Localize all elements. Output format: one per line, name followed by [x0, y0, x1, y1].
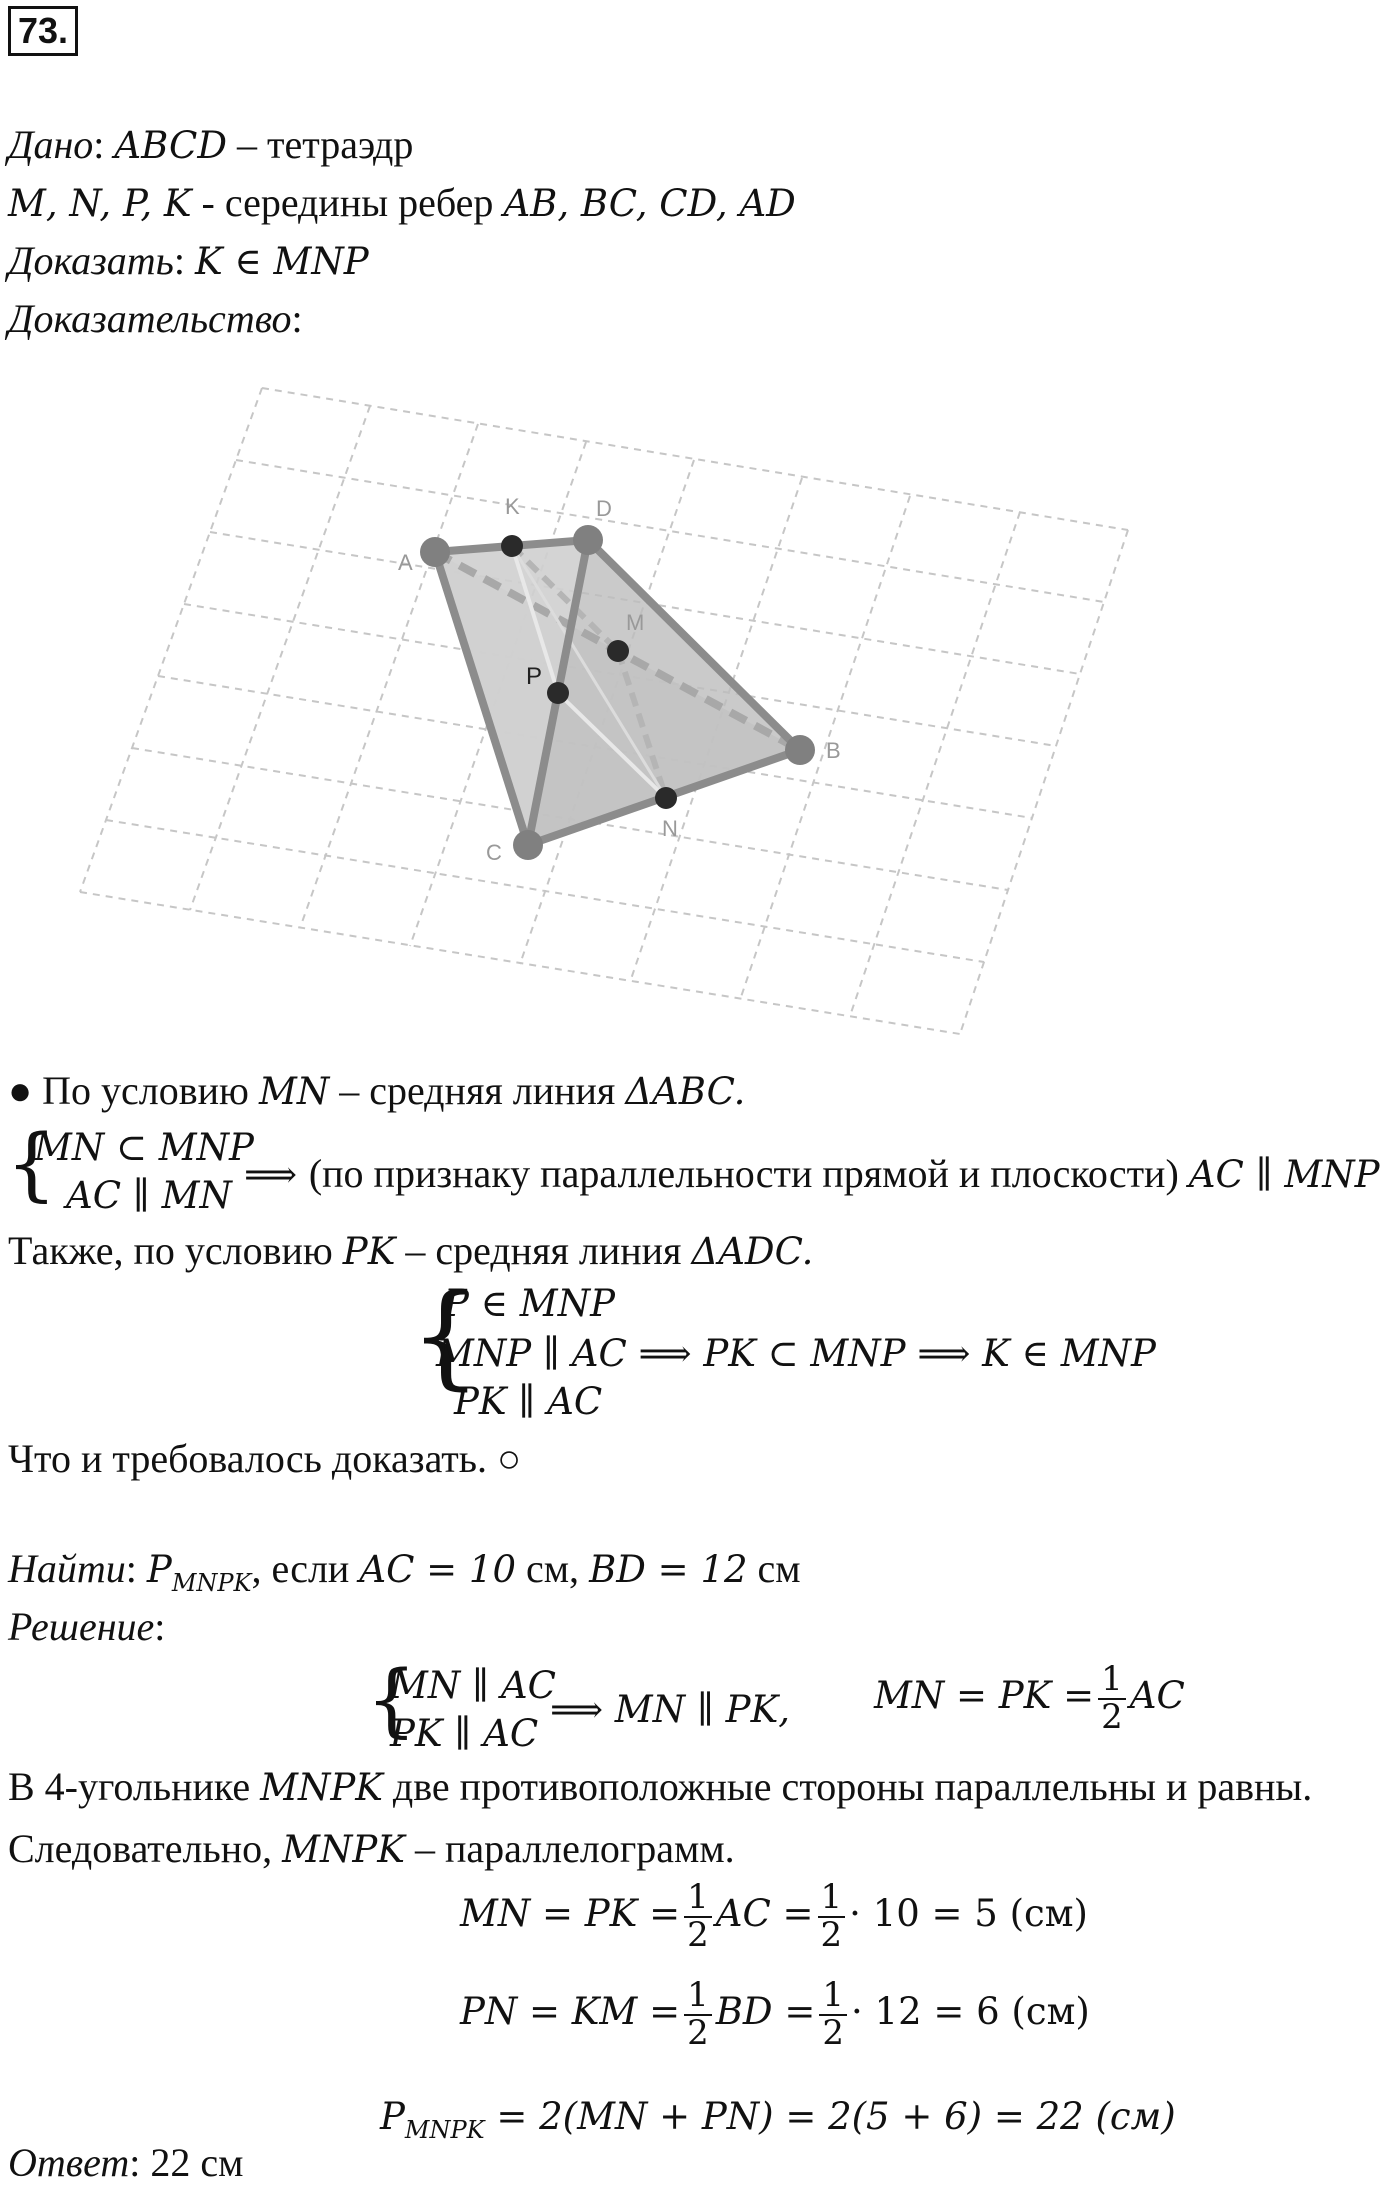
label-k: K: [505, 494, 520, 519]
vertex-a: [420, 537, 450, 567]
label-n: N: [662, 816, 678, 841]
sys1-line-2: AC ∥ MN: [66, 1174, 232, 1217]
eq1-right: AC: [1129, 1673, 1185, 1717]
proof-s1-text: ● По условию: [8, 1068, 259, 1113]
given-edges: AB, BC, CD, AD: [503, 182, 796, 225]
find-bd: BD = 12: [589, 1548, 748, 1591]
calc-line-3: $P_{MNPK} = 2(MN + PN) = 2(5 + 6) = 22$ (см): [380, 2095, 1176, 2144]
proof-step-1: [8, 1068, 745, 1114]
calc-line-1: MN = PK = $\frac{1}{2}$ AC = $\frac{1}{2}$ · 10 = 5 (см): [460, 1877, 1088, 1955]
sys1-text: (по признаку параллельности прямой и плоскости): [308, 1151, 1189, 1196]
given-midpoints-text: - середины ребер: [191, 180, 504, 225]
given-tetra-math: ABCD: [114, 124, 227, 167]
answer-label: Ответ: [8, 2140, 130, 2185]
solution-label: Решение: [8, 1604, 155, 1649]
answer-value: : 22 см: [129, 2140, 244, 2185]
answer-line: [8, 2140, 243, 2186]
find-line: Найти: $P_{MNPK}$, если AC = 10 см, BD = 12 см: [8, 1546, 801, 1597]
tetrahedron-figure: [0, 370, 1160, 1050]
given-tetra-text: – тетраэдр: [227, 122, 414, 167]
sys3-line-1: MN ∥ AC: [390, 1664, 556, 1707]
sys2-line-3: PK ∥ AC: [454, 1380, 603, 1423]
label-a: A: [398, 550, 413, 575]
point-k: [501, 535, 523, 557]
proof-s2-text2: – средняя линия: [395, 1228, 692, 1273]
vertex-d: [573, 525, 603, 555]
solution-text-1: В 4-угольнике MNPK две противоположные стороны параллельны и равны.: [8, 1764, 1313, 1809]
point-m: [607, 640, 629, 662]
find-ac: AC = 10: [359, 1548, 516, 1591]
fraction-half: $\frac{1}{2}$: [1098, 1662, 1126, 1735]
vertex-c: [513, 830, 543, 860]
sys3-implies: ⟹ MN ∥ PK,: [550, 1688, 790, 1731]
point-n: [655, 787, 677, 809]
prove-statement: K ∈ MNP: [194, 240, 369, 283]
given-label: Дано: [8, 122, 94, 167]
proof-label-line: Доказательство:: [8, 296, 303, 341]
sys2-line-2: MNP ∥ AC ⟹ PK ⊂ MNP ⟹ K ∈ MNP: [436, 1332, 1156, 1375]
find-unit-2: см: [747, 1546, 801, 1591]
proof-step-2: [8, 1228, 813, 1274]
proof-s2-math2: ΔADC.: [691, 1230, 814, 1273]
proof-s1-math2: ΔABC.: [625, 1070, 746, 1113]
eq1-left: MN = PK =: [874, 1673, 1095, 1717]
label-c: C: [486, 840, 502, 865]
proof-s1-text2: – средняя линия: [329, 1068, 626, 1113]
prove-label: Доказать: [8, 238, 174, 283]
point-p: [547, 682, 569, 704]
find-text: , если: [251, 1546, 360, 1591]
find-unit-1: см,: [515, 1546, 590, 1591]
prove-line: Доказать: K ∈ MNP: [8, 238, 369, 283]
problem-number: 73.: [8, 6, 78, 56]
proof-s2-math: PK: [342, 1230, 396, 1273]
find-perimeter: P: [146, 1548, 172, 1591]
proof-s1-math: MN: [258, 1070, 330, 1113]
sys1-implies: ⟹: [244, 1153, 309, 1196]
solution-label-line: Решение:: [8, 1604, 166, 1649]
given-line-2: [8, 180, 796, 226]
qed-line: Что и требовалось доказать. ○: [8, 1436, 522, 1481]
label-d: D: [596, 496, 612, 521]
label-p: P: [526, 663, 543, 690]
sys2-line-1: P ∈ MNP: [444, 1282, 615, 1325]
t2-math: MNPK: [282, 1828, 405, 1871]
calc-line-2: PN = KM = $\frac{1}{2}$ BD = $\frac{1}{2}$ · 12 = 6 (см): [460, 1975, 1090, 2053]
proof-label: Доказательство: [8, 296, 292, 341]
label-b: B: [826, 738, 841, 763]
sys3-line-2: PK ∥ AC: [390, 1712, 539, 1755]
sys1-line-1: MN ⊂ MNP: [34, 1126, 254, 1169]
find-label: Найти: [8, 1546, 126, 1591]
proof-s2-text: Также, по условию: [8, 1228, 343, 1273]
solution-text-2: Следовательно, MNPK – параллелограмм.: [8, 1826, 735, 1871]
find-perimeter-sub: MNPK: [171, 1569, 252, 1597]
sys3-equality: [874, 1659, 1185, 1737]
given-line-1: Дано: ABCD – тетраэдр: [8, 122, 414, 167]
vertex-b: [785, 735, 815, 765]
label-m: M: [626, 610, 645, 635]
t1-math: MNPK: [260, 1766, 383, 1809]
given-points: M, N, P, K: [8, 182, 192, 225]
sys1-result: AC ∥ MNP: [1188, 1153, 1380, 1196]
